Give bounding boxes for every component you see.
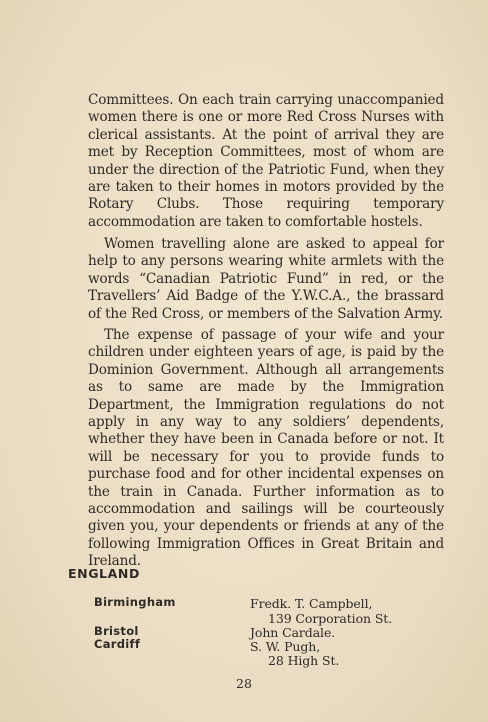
address-line: 139 Corporation St. bbox=[268, 611, 393, 626]
paragraph-expense-of-passage bbox=[88, 327, 444, 571]
address-line: 28 High St. bbox=[268, 653, 340, 668]
paragraph-text: The expense of passage of your wife and your children under eighteen years of age, is paid by the Dominion Government. Although all arrangements as to same are made by the Immigration Department, the Immigration regulations do not apply in any way to any soldiers’ dependents, whether they have been in Canada before or not. It will be necessary for you to provide funds to purchase food and for other incidental expenses on the train in Canada. Further information as to accommodation and sailings will be courteously given you, your dependents or friends at any of the following Immigration Offices in Great Britain and Ireland. bbox=[88, 327, 444, 570]
address-line: S. W. Pugh, bbox=[250, 639, 321, 654]
city-birmingham: Birmingham bbox=[94, 595, 176, 609]
city-cardiff: Cardiff bbox=[94, 637, 141, 651]
city-bristol: Bristol bbox=[94, 624, 139, 638]
address-line: John Cardale. bbox=[250, 625, 336, 640]
page-number: 28 bbox=[236, 676, 252, 691]
paragraph-text: Committees. On each train carrying unaccompanied women there is one or more Red Cross Nurses with clerical assistants. At the point of arrival they are met by Reception Committees, most of whom are under the direction of the Patriotic Fund, when they are taken to their homes in motors provided by the Rotary Clubs. Those requiring temporary accommodation are taken to comfortable hostels. bbox=[88, 92, 444, 230]
paragraph-text: Women travelling alone are asked to appeal for help to any persons wearing white armlets with the words “Canadian Patriotic Fund” in red, or the Travellers’ Aid Badge of the Y.W.C.A., the brassard of the Red Cross, or members of the Salvation Army. bbox=[88, 236, 444, 322]
address-line: Fredk. T. Campbell, bbox=[250, 596, 373, 611]
section-heading: ENGLAND bbox=[68, 566, 140, 581]
paragraph-women-travelling bbox=[88, 236, 444, 323]
paragraph-committees bbox=[88, 92, 444, 231]
